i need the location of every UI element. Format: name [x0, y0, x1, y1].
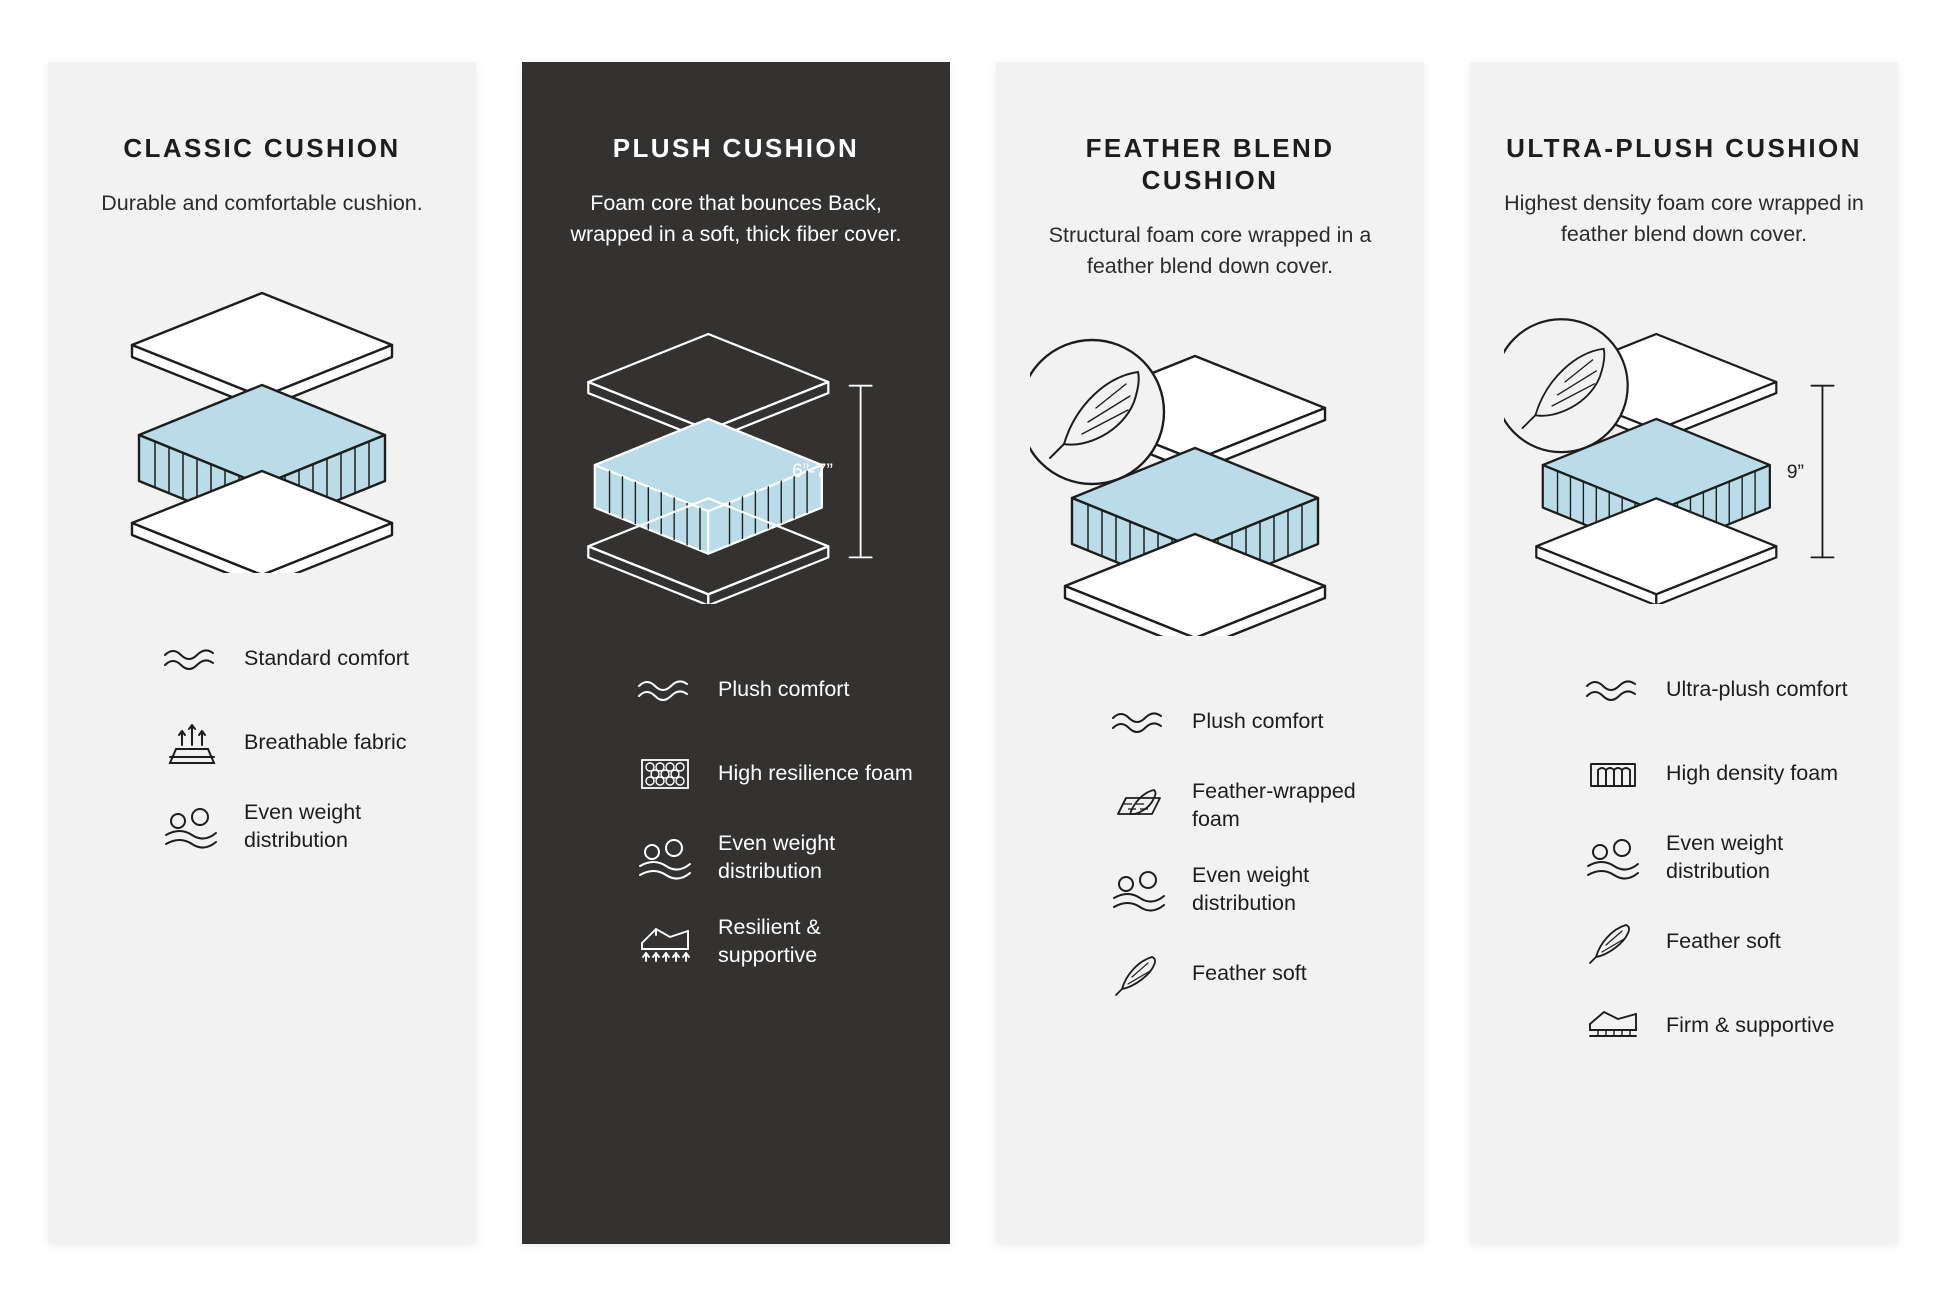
- page-title: FEATHER BLEND CUSHION: [1085, 133, 1335, 196]
- card-description: Structural foam core wrapped in a feather blend down cover.: [1048, 223, 1372, 279]
- feature-label: High resilience foam: [718, 761, 913, 786]
- wave-icon: [1582, 666, 1644, 714]
- feature-label: Plush comfort: [1192, 709, 1324, 734]
- card-classic-cushion[interactable]: [48, 62, 476, 1244]
- card-feather-blend-cushion[interactable]: [996, 62, 1424, 1244]
- list-item: [160, 630, 442, 688]
- list-item: [634, 829, 916, 887]
- feature-label: Standard comfort: [244, 646, 409, 671]
- list-item: [1108, 777, 1390, 835]
- card-description: Foam core that bounces Back, wrapped in a soft, thick fiber cover.: [570, 191, 902, 247]
- list-item: [634, 913, 916, 971]
- page-title: CLASSIC CUSHION: [123, 133, 401, 163]
- feather-badge-icon: [1504, 319, 1628, 452]
- feather-icon: [1582, 918, 1644, 966]
- card-ultra-plush-cushion[interactable]: [1470, 62, 1898, 1244]
- page-title: ULTRA-PLUSH CUSHION: [1506, 133, 1862, 163]
- high-density-foam-icon: [1582, 750, 1644, 798]
- weight-distribution-icon: [160, 803, 222, 851]
- feature-list-classic: [82, 630, 442, 882]
- weight-distribution-icon: [1108, 866, 1170, 914]
- feature-label: Even weight distribution: [718, 831, 836, 884]
- cushion-layers-illustration-ultra-plush: [1504, 256, 1864, 651]
- feather-wrapped-foam-icon: [1108, 782, 1170, 830]
- list-item: [1582, 745, 1864, 803]
- cushion-layers-illustration-feather-blend: [1030, 288, 1390, 683]
- list-item: [160, 714, 442, 772]
- breathable-fabric-icon: [160, 719, 222, 767]
- list-item: [160, 798, 442, 856]
- card-plush-cushion[interactable]: [522, 62, 950, 1244]
- list-item: [1108, 693, 1390, 751]
- feature-label: Even weight distribution: [1666, 831, 1784, 884]
- feature-list-ultra-plush: [1504, 661, 1864, 1081]
- list-item: [634, 661, 916, 719]
- list-item: [1582, 829, 1864, 887]
- feature-label: Firm & supportive: [1666, 1013, 1835, 1038]
- list-item: [1582, 913, 1864, 971]
- list-item: [1582, 661, 1864, 719]
- list-item: [1108, 861, 1390, 919]
- firm-support-icon: [1582, 1002, 1644, 1050]
- cushion-layers-illustration-plush: [556, 256, 916, 651]
- feature-label: Ultra-plush comfort: [1666, 677, 1848, 702]
- card-description: Highest density foam core wrapped in feather blend down cover.: [1504, 191, 1864, 247]
- feature-label: Even weight distribution: [244, 800, 362, 853]
- feature-label: Feather soft: [1192, 961, 1307, 986]
- feature-label: Even weight distribution: [1192, 863, 1310, 916]
- card-description: Durable and comfortable cushion.: [101, 191, 423, 216]
- height-label: 6”-7”: [792, 459, 833, 482]
- list-item: [1108, 945, 1390, 1003]
- feature-label: Feather soft: [1666, 929, 1781, 954]
- wave-icon: [160, 635, 222, 683]
- list-item: [1582, 997, 1864, 1055]
- feather-badge-icon: [1030, 340, 1164, 484]
- cushion-layers-illustration-classic: [82, 225, 442, 620]
- feather-icon: [1108, 950, 1170, 998]
- wave-icon: [634, 666, 696, 714]
- weight-distribution-icon: [1582, 834, 1644, 882]
- list-item: [634, 745, 916, 803]
- resilient-support-icon: [634, 918, 696, 966]
- feature-label: Resilient & supportive: [718, 915, 821, 968]
- honeycomb-foam-icon: [634, 750, 696, 798]
- feature-list-plush: [556, 661, 916, 997]
- weight-distribution-icon: [634, 834, 696, 882]
- feature-list-feather-blend: [1030, 693, 1390, 1029]
- feature-label: Feather-wrapped foam: [1192, 779, 1356, 832]
- wave-icon: [1108, 698, 1170, 746]
- feature-label: High density foam: [1666, 761, 1839, 786]
- feature-label: Breathable fabric: [244, 730, 407, 755]
- page-title: PLUSH CUSHION: [612, 133, 860, 163]
- height-label: 9”: [1786, 460, 1804, 483]
- feature-label: Plush comfort: [718, 677, 850, 702]
